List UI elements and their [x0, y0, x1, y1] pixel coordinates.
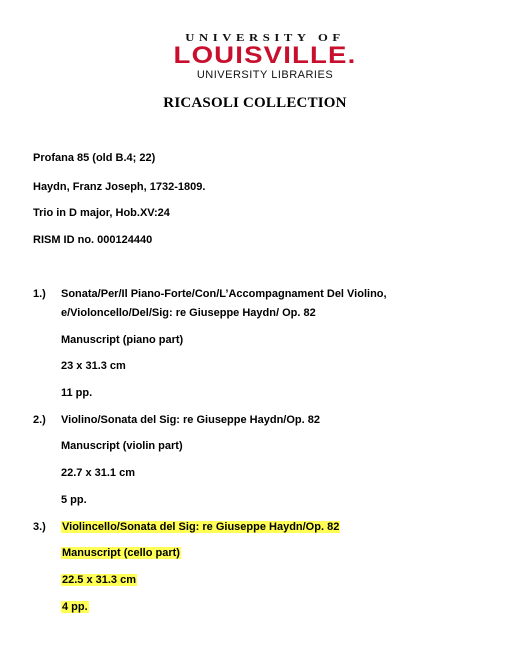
item-title-line2: e/Violoncello/Del/Sig: re Giuseppe Haydn/ Op. 82 — [61, 307, 316, 319]
logo-main-text: LOUISVILLE. — [173, 42, 357, 69]
item-pages: 11 pp. — [61, 387, 93, 399]
highlighted-type: Manuscript (cello part) — [62, 547, 180, 559]
item-number: 2.) — [33, 414, 46, 426]
item-number: 3.) — [33, 521, 46, 533]
highlighted-size: 22.5 x 31.3 cm — [62, 574, 137, 586]
logo-top-text: UNIVERSITY OF — [185, 32, 345, 44]
logo-bottom-text: UNIVERSITY LIBRARIES — [196, 69, 334, 81]
item-type-wrap — [61, 547, 181, 559]
item-type: Manuscript (piano part) — [61, 334, 184, 346]
item-size-wrap — [61, 574, 137, 586]
work-title: Trio in D major, Hob.XV:24 — [33, 207, 170, 219]
highlighted-title: Violincello/Sonata del Sig: re Giuseppe Haydn/Op. 82 — [62, 521, 340, 533]
composer: Haydn, Franz Joseph, 1732-1809. — [33, 181, 206, 193]
item-number: 1.) — [33, 288, 46, 300]
item-title-line1: Sonata/Per/Il Piano-Forte/Con/L’Accompagnament Del Violino, — [61, 288, 387, 300]
item-pages: 5 pp. — [61, 494, 87, 506]
item-size: 23 x 31.3 cm — [61, 360, 126, 372]
highlighted-pages: 4 pp. — [62, 601, 88, 613]
item-title-line1-wrap — [61, 521, 340, 533]
item-size: 22.7 x 31.1 cm — [61, 467, 136, 479]
item-pages-wrap — [61, 601, 89, 613]
page-title: RICASOLI COLLECTION — [163, 95, 347, 111]
item-type: Manuscript (violin part) — [61, 440, 183, 452]
university-logo — [150, 33, 360, 83]
rism-id: RISM ID no. 000124440 — [33, 234, 153, 246]
item-title-line1: Violino/Sonata del Sig: re Giuseppe Haydn/Op. 82 — [61, 414, 320, 426]
shelfmark: Profana 85 (old B.4; 22) — [33, 152, 156, 164]
